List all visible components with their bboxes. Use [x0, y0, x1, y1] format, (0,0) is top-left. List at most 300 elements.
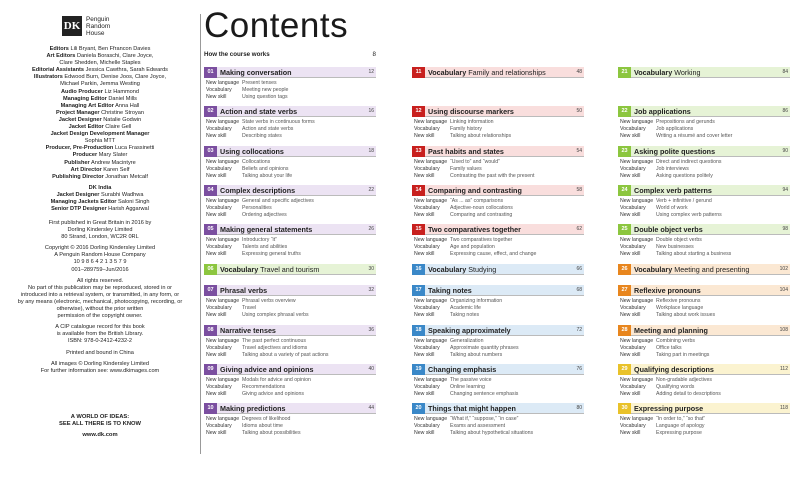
unit-title: Comparing and contrasting	[428, 186, 522, 195]
detail-label: New skill	[206, 212, 227, 219]
detail-skill	[620, 391, 721, 398]
footer-line: A WORLD OF IDEAS:	[70, 414, 130, 420]
detail-label: Vocabulary	[620, 205, 646, 212]
detail-skill	[206, 133, 315, 140]
detail-label: New language	[414, 338, 448, 344]
entry-title-bar	[412, 285, 584, 296]
contents-entry-13[interactable]	[412, 146, 584, 186]
detail-vocab	[620, 423, 705, 430]
detail-label: New skill	[414, 391, 435, 398]
detail-lang	[414, 338, 519, 345]
detail-label: New language	[620, 159, 654, 165]
detail-value: State verbs in continuous forms	[242, 119, 315, 125]
detail-label: Vocabulary	[206, 423, 232, 430]
entry-title-bar	[412, 185, 584, 196]
detail-label: Vocabulary	[414, 166, 440, 173]
detail-vocab	[206, 126, 315, 133]
imprint-line: Printed and bound in China	[66, 349, 134, 356]
detail-label: New skill	[206, 173, 227, 180]
page-number: 98	[782, 226, 788, 232]
unit-details	[620, 119, 732, 141]
detail-value: Meeting new people	[242, 87, 289, 94]
detail-label: New skill	[206, 94, 227, 101]
unit-title: Speaking approximately	[428, 326, 511, 335]
page-number: 12	[368, 69, 374, 75]
contents-entry-30[interactable]	[618, 403, 790, 443]
page-number: 86	[782, 108, 788, 114]
credit-names-line: Clare Shedden, Michelle Staples	[59, 60, 141, 67]
contents-entry-18[interactable]	[412, 325, 584, 365]
detail-skill	[414, 251, 536, 258]
detail-value: Talking about hypothetical situations	[450, 430, 534, 437]
unit-details	[206, 237, 301, 259]
detail-label: New language	[414, 198, 448, 204]
unit-title: Phrasal verbs	[220, 286, 268, 295]
detail-lang	[206, 198, 314, 205]
page-number: 90	[782, 148, 788, 154]
detail-value: Job applications	[656, 126, 694, 133]
dk-logo-mark: DK	[62, 16, 82, 36]
unit-details	[206, 80, 288, 102]
contents-entry-11[interactable]	[412, 67, 584, 107]
detail-label: New language	[206, 80, 240, 86]
detail-label: New language	[620, 416, 654, 422]
detail-label: New skill	[620, 212, 641, 219]
detail-skill	[414, 133, 511, 140]
contents-entry-21[interactable]	[618, 67, 790, 107]
unit-details	[414, 237, 536, 259]
detail-value: Expressing purpose	[656, 430, 702, 437]
detail-vocab	[414, 305, 502, 312]
detail-label: Vocabulary	[414, 305, 440, 312]
detail-value: The past perfect continuous	[242, 338, 307, 344]
detail-label: Vocabulary	[206, 205, 232, 212]
detail-vocab	[620, 244, 731, 251]
detail-label: New skill	[414, 312, 435, 319]
detail-label: Vocabulary	[414, 244, 440, 251]
unit-number-badge: 07	[204, 285, 217, 296]
detail-label: Vocabulary	[620, 345, 646, 352]
unit-title: Two comparatives together	[428, 225, 521, 234]
page-number: 54	[576, 148, 582, 154]
detail-skill	[206, 251, 301, 258]
detail-label: New skill	[620, 352, 641, 359]
detail-vocab	[620, 305, 715, 312]
unit-number-badge: 27	[618, 285, 631, 296]
column-divider	[200, 14, 201, 454]
page-number: 58	[576, 187, 582, 193]
unit-number-badge: 20	[412, 403, 425, 414]
detail-vocab	[620, 345, 709, 352]
imprint-line: is available from the British Library.	[56, 331, 144, 338]
unit-details	[206, 377, 311, 399]
page-number: 36	[368, 327, 374, 333]
detail-label: New language	[620, 119, 654, 125]
detail-lang	[620, 338, 709, 345]
page-number: 112	[780, 366, 788, 372]
detail-value: Asking questions politely	[656, 173, 713, 180]
detail-label: New language	[206, 338, 240, 344]
detail-value: Degrees of likelihood	[242, 416, 291, 422]
unit-number-badge: 10	[204, 403, 217, 414]
credit-names-line: Producer, Pre-Production Luca Frassinetti	[45, 145, 155, 152]
detail-vocab	[206, 166, 292, 173]
detail-label: Vocabulary	[206, 305, 232, 312]
unit-details	[206, 198, 314, 220]
unit-title: Action and state verbs	[220, 107, 298, 116]
detail-label: Vocabulary	[206, 166, 232, 173]
page-number: 118	[780, 405, 788, 411]
page-number: 62	[576, 226, 582, 232]
page-number: 32	[368, 287, 374, 293]
entry-title-bar	[412, 264, 584, 275]
unit-details	[620, 298, 715, 320]
contents-entry-01[interactable]	[204, 67, 376, 107]
detail-value: Reflexive pronouns	[656, 298, 701, 304]
detail-value: Language of apology	[656, 423, 705, 430]
unit-number-badge: 09	[204, 364, 217, 375]
detail-label: New language	[414, 237, 448, 243]
detail-label: Vocabulary	[206, 384, 232, 391]
contents-entry-19[interactable]	[412, 364, 584, 404]
detail-label: Vocabulary	[206, 126, 232, 133]
page-number: 102	[779, 266, 788, 272]
contents-entry-12[interactable]	[412, 106, 584, 146]
imprint-line: All rights reserved.	[76, 277, 124, 284]
footer-line: SEE ALL THERE IS TO KNOW	[58, 421, 142, 428]
how-label: How the course works	[204, 51, 270, 58]
page-number: 104	[779, 287, 788, 293]
contents-entry-07[interactable]	[204, 285, 376, 325]
unit-title: Vocabulary Family and relationships	[428, 68, 546, 77]
contents-entry-15[interactable]	[412, 224, 584, 264]
unit-number-badge: 01	[204, 67, 217, 78]
page-number: 76	[576, 366, 582, 372]
imprint-line: 80 Strand, London, WC2R 0RL	[61, 234, 139, 241]
detail-skill	[620, 312, 715, 319]
dk-logo	[62, 16, 142, 36]
unit-details	[414, 159, 535, 181]
credit-names-line: Managing Art Editor Anna Hall	[60, 102, 140, 109]
detail-vocab	[206, 205, 314, 212]
unit-title: Making general statements	[220, 225, 313, 234]
credit-names-line: Senior DTP Designer Harish Aggarwal	[51, 206, 149, 213]
detail-lang	[414, 159, 535, 166]
unit-details	[620, 416, 705, 438]
detail-vocab	[620, 205, 722, 212]
detail-value: Talking about work issues	[656, 312, 716, 319]
contents-entry-05[interactable]	[204, 224, 376, 264]
contents-entry-22[interactable]	[618, 106, 790, 146]
detail-skill	[414, 430, 533, 437]
detail-label: Vocabulary	[620, 166, 646, 173]
detail-value: Idioms about time	[242, 423, 283, 430]
detail-value: Combining verbs	[656, 338, 695, 344]
detail-vocab	[206, 87, 288, 94]
entry-title-bar	[618, 67, 790, 78]
unit-title: Making predictions	[220, 404, 286, 413]
unit-title: Reflexive pronouns	[634, 286, 701, 295]
entry-title-bar	[204, 403, 376, 414]
detail-label: New language	[206, 298, 240, 304]
contents-entry-28[interactable]	[618, 325, 790, 365]
contents-entry-27[interactable]	[618, 285, 790, 325]
detail-value: Talking about possibilities	[242, 430, 301, 437]
detail-label: New skill	[206, 430, 227, 437]
detail-vocab	[206, 384, 311, 391]
detail-value: Talking about relationships	[450, 133, 512, 140]
imprint-line: by any means (electronic, mechanical, photocopying, recording, or	[17, 298, 183, 305]
unit-title: Complex verb patterns	[634, 186, 712, 195]
unit-number-badge: 14	[412, 185, 425, 196]
credit-names-line: Jacket Designer Natalie Godwin	[58, 116, 142, 123]
detail-vocab	[206, 423, 301, 430]
entry-title-bar	[618, 403, 790, 414]
detail-label: Vocabulary	[620, 423, 646, 430]
contents-entry-14[interactable]	[412, 185, 584, 225]
detail-lang	[414, 198, 513, 205]
entry-title-bar	[618, 264, 790, 275]
entry-title-bar	[204, 364, 376, 375]
contents-entry-17[interactable]	[412, 285, 584, 325]
detail-value: Phrasal verbs overview	[242, 298, 296, 304]
contents-entry-10[interactable]	[204, 403, 376, 443]
unit-details	[620, 377, 721, 399]
imprint-line: For further information see: www.dkimages.com	[40, 367, 160, 374]
detail-value: Ordering adjectives	[242, 212, 287, 219]
unit-title: Using collocations	[220, 147, 284, 156]
detail-vocab	[620, 384, 721, 391]
credit-names-line: Managing Jackets Editor Saloni Singh	[50, 198, 150, 205]
page-number: 68	[576, 287, 582, 293]
detail-value: Contrasting the past with the present	[450, 173, 535, 180]
detail-value: “Used to” and “would”	[450, 159, 500, 165]
detail-lang	[414, 416, 533, 423]
page-number: 66	[576, 266, 582, 272]
detail-skill	[206, 312, 309, 319]
page-number: 50	[576, 108, 582, 114]
detail-label: New language	[414, 377, 448, 383]
detail-value: Talking about numbers	[450, 352, 503, 359]
credit-names-line: Managing Editor Daniel Mills	[63, 95, 137, 102]
imprint-line: 001–289759–Jun/2016	[71, 266, 129, 273]
detail-label: Vocabulary	[206, 244, 232, 251]
imprint-line: Copyright © 2016 Dorling Kindersley Limited	[44, 245, 156, 252]
credit-names-line: Jacket Designer Surabhi Wadhwa	[56, 191, 144, 198]
contents-entry-08[interactable]	[204, 325, 376, 365]
detail-label: New language	[620, 198, 654, 204]
detail-label: Vocabulary	[620, 244, 646, 251]
detail-lang	[206, 416, 301, 423]
unit-title: Vocabulary Meeting and presenting	[634, 265, 750, 274]
unit-topic: Travel and tourism	[258, 265, 320, 274]
entry-title-bar	[204, 185, 376, 196]
detail-skill	[206, 391, 311, 398]
page-number: 72	[576, 327, 582, 333]
detail-label: New skill	[414, 212, 435, 219]
detail-label: New language	[206, 377, 240, 383]
unit-number-badge: 24	[618, 185, 631, 196]
detail-label: New skill	[414, 430, 435, 437]
detail-value: Expressing cause, effect, and change	[450, 251, 537, 258]
detail-value: Double object verbs	[656, 237, 702, 243]
unit-details	[414, 119, 511, 141]
imprint-line: otherwise), without the prior written	[56, 306, 144, 313]
detail-value: Changing sentence emphasis	[450, 391, 519, 398]
unit-topic: Family and relationships	[466, 68, 546, 77]
page-number: 22	[368, 187, 374, 193]
detail-value: Present tenses	[242, 80, 277, 86]
detail-value: Taking notes	[450, 312, 480, 319]
detail-vocab	[414, 423, 533, 430]
detail-value: “As ... as” comparisons	[450, 198, 504, 204]
unit-number-badge: 23	[618, 146, 631, 157]
detail-value: “In order to,” “so that”	[656, 416, 706, 422]
detail-value: Travel adjectives and idioms	[242, 345, 308, 352]
detail-value: World of work	[656, 205, 688, 212]
detail-label: New language	[620, 377, 654, 383]
unit-number-badge: 16	[412, 264, 425, 275]
page-number: 80	[576, 405, 582, 411]
detail-label: New language	[620, 298, 654, 304]
entry-title-bar	[204, 285, 376, 296]
detail-value: Family values	[450, 166, 482, 173]
entry-title-bar	[412, 325, 584, 336]
contents-entry-29[interactable]	[618, 364, 790, 404]
entry-title-bar	[204, 106, 376, 117]
credit-names-line: Illustrators Edwood Burn, Denise Joos, Clare Joyce,	[33, 74, 167, 81]
entry-title-bar	[204, 67, 376, 78]
detail-skill	[206, 212, 314, 219]
imprint-line: 10 9 8 6 4 2 1 3 5 7 9	[73, 259, 127, 266]
unit-title: Expressing purpose	[634, 404, 704, 413]
imprint-line: First published in Great Britain in 2016 by	[48, 220, 152, 226]
detail-lang	[414, 298, 502, 305]
detail-value: Exams and assessment	[450, 423, 506, 430]
footer-slogan	[6, 414, 194, 439]
credit-names-line: Jacket Design Development Manager	[50, 131, 150, 138]
detail-skill	[620, 352, 709, 359]
entry-title-bar	[618, 285, 790, 296]
how-course-works[interactable]	[204, 51, 376, 61]
detail-label: New skill	[414, 173, 435, 180]
page-number: 48	[576, 69, 582, 75]
detail-label: New skill	[414, 133, 435, 140]
detail-value: Taking part in meetings	[656, 352, 710, 359]
detail-skill	[414, 352, 519, 359]
entry-title-bar	[412, 67, 584, 78]
entry-title-bar	[412, 364, 584, 375]
credit-names-line: Editors Lili Bryant, Ben Ffrancon Davies	[49, 46, 151, 52]
page-number: 108	[779, 327, 788, 333]
unit-title: Vocabulary Working	[634, 68, 701, 77]
detail-lang	[414, 237, 536, 244]
page-number: 94	[782, 187, 788, 193]
contents-entry-02[interactable]	[204, 106, 376, 146]
contents-entry-04[interactable]	[204, 185, 376, 225]
detail-lang	[620, 237, 731, 244]
entry-title-bar	[618, 185, 790, 196]
detail-label: New language	[206, 416, 240, 422]
contents-entry-25[interactable]	[618, 224, 790, 264]
detail-value: Workplace language	[656, 305, 704, 312]
detail-vocab	[414, 126, 511, 133]
credit-names-line: Producer Mary Slater	[72, 152, 128, 159]
unit-number-badge: 02	[204, 106, 217, 117]
unit-details	[206, 338, 329, 360]
entry-title-bar	[618, 224, 790, 235]
detail-value: “What if,” “suppose,” “in case”	[450, 416, 519, 422]
contents-entry-20[interactable]	[412, 403, 584, 443]
how-page: 8	[372, 51, 376, 58]
unit-details	[206, 159, 292, 181]
contents-entry-23[interactable]	[618, 146, 790, 186]
detail-skill	[414, 312, 502, 319]
page-title: Contents	[204, 6, 349, 45]
page-number: 16	[368, 108, 374, 114]
detail-lang	[206, 377, 311, 384]
unit-details	[620, 198, 722, 220]
detail-value: Personalities	[242, 205, 272, 212]
unit-title: Taking notes	[428, 286, 472, 295]
unit-title: Vocabulary Studying	[428, 265, 497, 274]
unit-topic: Meeting and presenting	[672, 265, 750, 274]
detail-value: Giving advice and opinions	[242, 391, 305, 398]
unit-topic: Studying	[466, 265, 497, 274]
detail-label: Vocabulary	[206, 345, 232, 352]
detail-skill	[620, 212, 722, 219]
detail-label: Vocabulary	[414, 423, 440, 430]
detail-label: New skill	[206, 352, 227, 359]
entry-title-bar	[618, 364, 790, 375]
detail-lang	[620, 198, 722, 205]
footer-line: www.dk.com	[82, 432, 118, 439]
detail-vocab	[206, 305, 309, 312]
unit-topic: Working	[672, 68, 701, 77]
unit-details	[620, 159, 721, 181]
imprint-line: A CIP catalogue record for this book	[55, 324, 145, 331]
unit-number-badge: 28	[618, 325, 631, 336]
contents-entry-03[interactable]	[204, 146, 376, 186]
detail-label: New skill	[620, 173, 641, 180]
detail-value: Non-gradable adjectives	[656, 377, 712, 383]
imprint-line: ISBN: 978-0-2412-4232-2	[67, 338, 133, 345]
unit-title: Making conversation	[220, 68, 292, 77]
unit-details	[620, 237, 731, 259]
page-number: 44	[368, 405, 374, 411]
credit-names-line: Jacket Editor Claire Gell	[68, 124, 132, 131]
credit-names-line: Sophia MTT	[84, 138, 116, 145]
detail-vocab	[206, 345, 329, 352]
entry-title-bar	[618, 325, 790, 336]
credit-names-line: Michael Parkin, Jemma Westing	[60, 81, 140, 88]
unit-details	[414, 416, 533, 438]
detail-value: Action and state verbs	[242, 126, 294, 133]
contents-entry-24[interactable]	[618, 185, 790, 225]
detail-label: Vocabulary	[620, 384, 646, 391]
detail-label: New language	[414, 298, 448, 304]
unit-title: Changing emphasis	[428, 365, 497, 374]
detail-value: Recommendations	[242, 384, 286, 391]
detail-value: Talking about starting a business	[656, 251, 732, 258]
contents-entry-09[interactable]	[204, 364, 376, 404]
detail-value: Using complex phrasal verbs	[242, 312, 309, 319]
detail-label: Vocabulary	[414, 384, 440, 391]
page-number: 18	[368, 148, 374, 154]
page-number: 26	[368, 226, 374, 232]
detail-value: Age and population	[450, 244, 495, 251]
unit-number-badge: 25	[618, 224, 631, 235]
